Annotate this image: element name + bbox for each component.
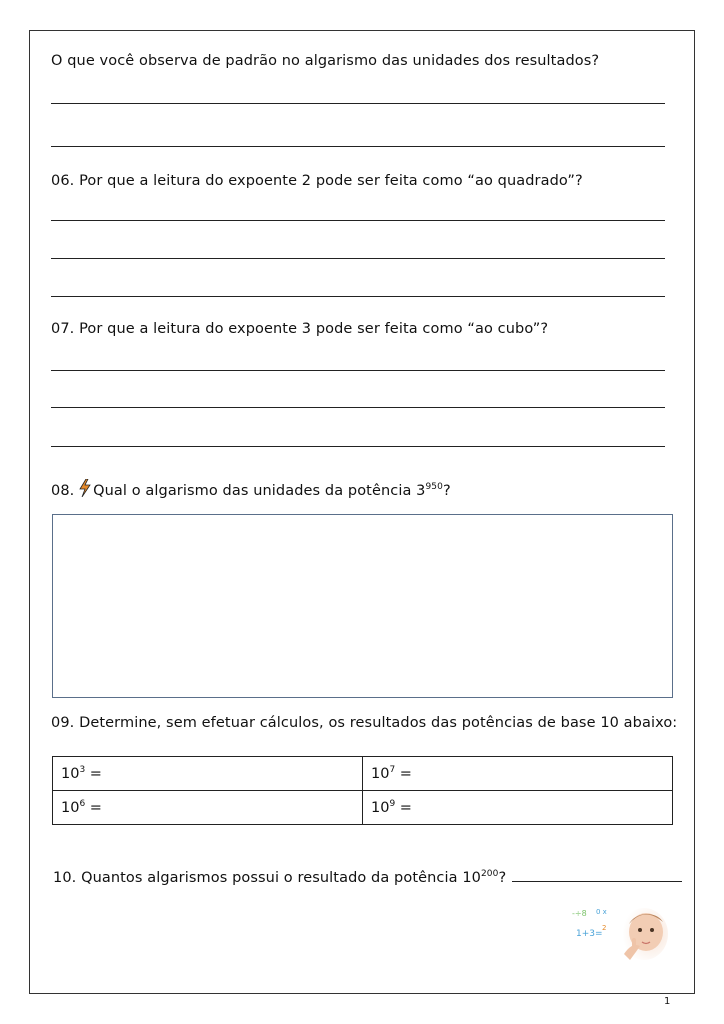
page-number: 1: [664, 996, 671, 1007]
lightning-bolt-icon: [79, 479, 91, 497]
answer-box[interactable]: [52, 514, 673, 698]
svg-text:-÷8: -÷8: [572, 909, 587, 918]
answer-line[interactable]: [512, 869, 682, 882]
question-05-followup: O que você observa de padrão no algarismo das unidades dos resultados?: [51, 53, 600, 69]
svg-text:0 x: 0 x: [596, 908, 607, 916]
question-10-exponent: 200: [480, 869, 499, 879]
power-cell[interactable]: $10^3$ =: [53, 757, 363, 791]
power-cell[interactable]: $10^9$ =: [363, 791, 673, 825]
question-08: [51, 479, 451, 499]
question-07: 07. Por que a leitura do expoente 3 pode ser feita como “ao cubo”?: [51, 321, 549, 337]
answer-line[interactable]: [51, 220, 665, 221]
powers-table: [52, 756, 673, 825]
answer-line[interactable]: [51, 370, 665, 371]
question-09: 09. Determine, sem efetuar cálculos, os resultados das potências de base 10 abaixo:: [51, 715, 678, 731]
answer-line[interactable]: [51, 407, 665, 408]
question-06: 06. Por que a leitura do expoente 2 pode ser feita como “ao quadrado”?: [51, 173, 583, 189]
table-row: [53, 757, 673, 791]
child-thinking-math-illustration: [566, 902, 670, 968]
question-10: [53, 869, 682, 886]
question-08-exponent: 950: [425, 482, 443, 492]
question-08-number: 08.: [51, 483, 75, 499]
svg-text:1+3=: 1+3=: [576, 929, 603, 939]
question-08-suffix: ?: [442, 483, 451, 499]
question-10-suffix: ?: [498, 870, 507, 886]
answer-line[interactable]: [51, 258, 665, 259]
svg-text:2: 2: [602, 924, 607, 932]
power-cell[interactable]: $10^6$ =: [53, 791, 363, 825]
question-08-text: Qual o algarismo das unidades da potência 3: [93, 483, 426, 499]
answer-line[interactable]: [51, 296, 665, 297]
power-cell[interactable]: $10^7$ =: [363, 757, 673, 791]
answer-line[interactable]: [51, 103, 665, 104]
answer-line[interactable]: [51, 446, 665, 447]
question-10-text: 10. Quantos algarismos possui o resultado da potência 10: [53, 870, 481, 886]
answer-line[interactable]: [51, 146, 665, 147]
table-row: [53, 791, 673, 825]
